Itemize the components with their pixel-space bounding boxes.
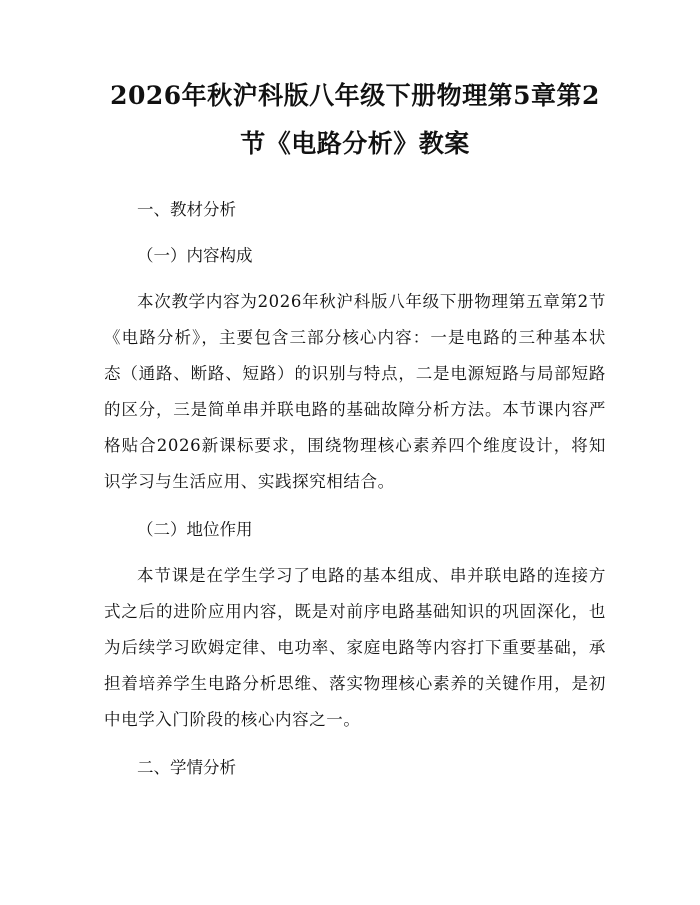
paragraph-content-composition: 本次教学内容为2026年秋沪科版八年级下册物理第五章第2节《电路分析》，主要包含三部分核心内容：一是电路的三种基本状态（通路、断路、短路）的识别与特点，二是电源短路与局部短路的区分，三是简单串并联电路的基础故障分析方法。本节课内容严格贴合2026新课标要求，围绕物理核心素养四个维度设计，将知识学习与生活应用、实践探究相结合。	[104, 292, 606, 491]
subheading-content-composition: （一）内容构成	[137, 246, 253, 265]
document-title	[104, 72, 606, 168]
paragraph-position-role: 本节课是在学生学习了电路的基本组成、串并联电路的连接方式之后的进阶应用内容，既是对前序电路基础知识的巩固深化，也为后续学习欧姆定律、电功率、家庭电路等内容打下重要基础，承担着培养学生电路分析思维、落实物理核心素养的关键作用，是初中电学入门阶段的核心内容之一。	[104, 566, 606, 729]
title-line-2: 节《电路分析》教案	[240, 129, 470, 158]
section-heading-student-analysis: 二、学情分析	[137, 758, 236, 777]
section-heading-textbook-analysis: 一、教材分析	[137, 200, 236, 219]
title-line-1: 2026年秋沪科版八年级下册物理第5章第2	[110, 81, 600, 110]
subheading-position-role: （二）地位作用	[137, 520, 253, 539]
